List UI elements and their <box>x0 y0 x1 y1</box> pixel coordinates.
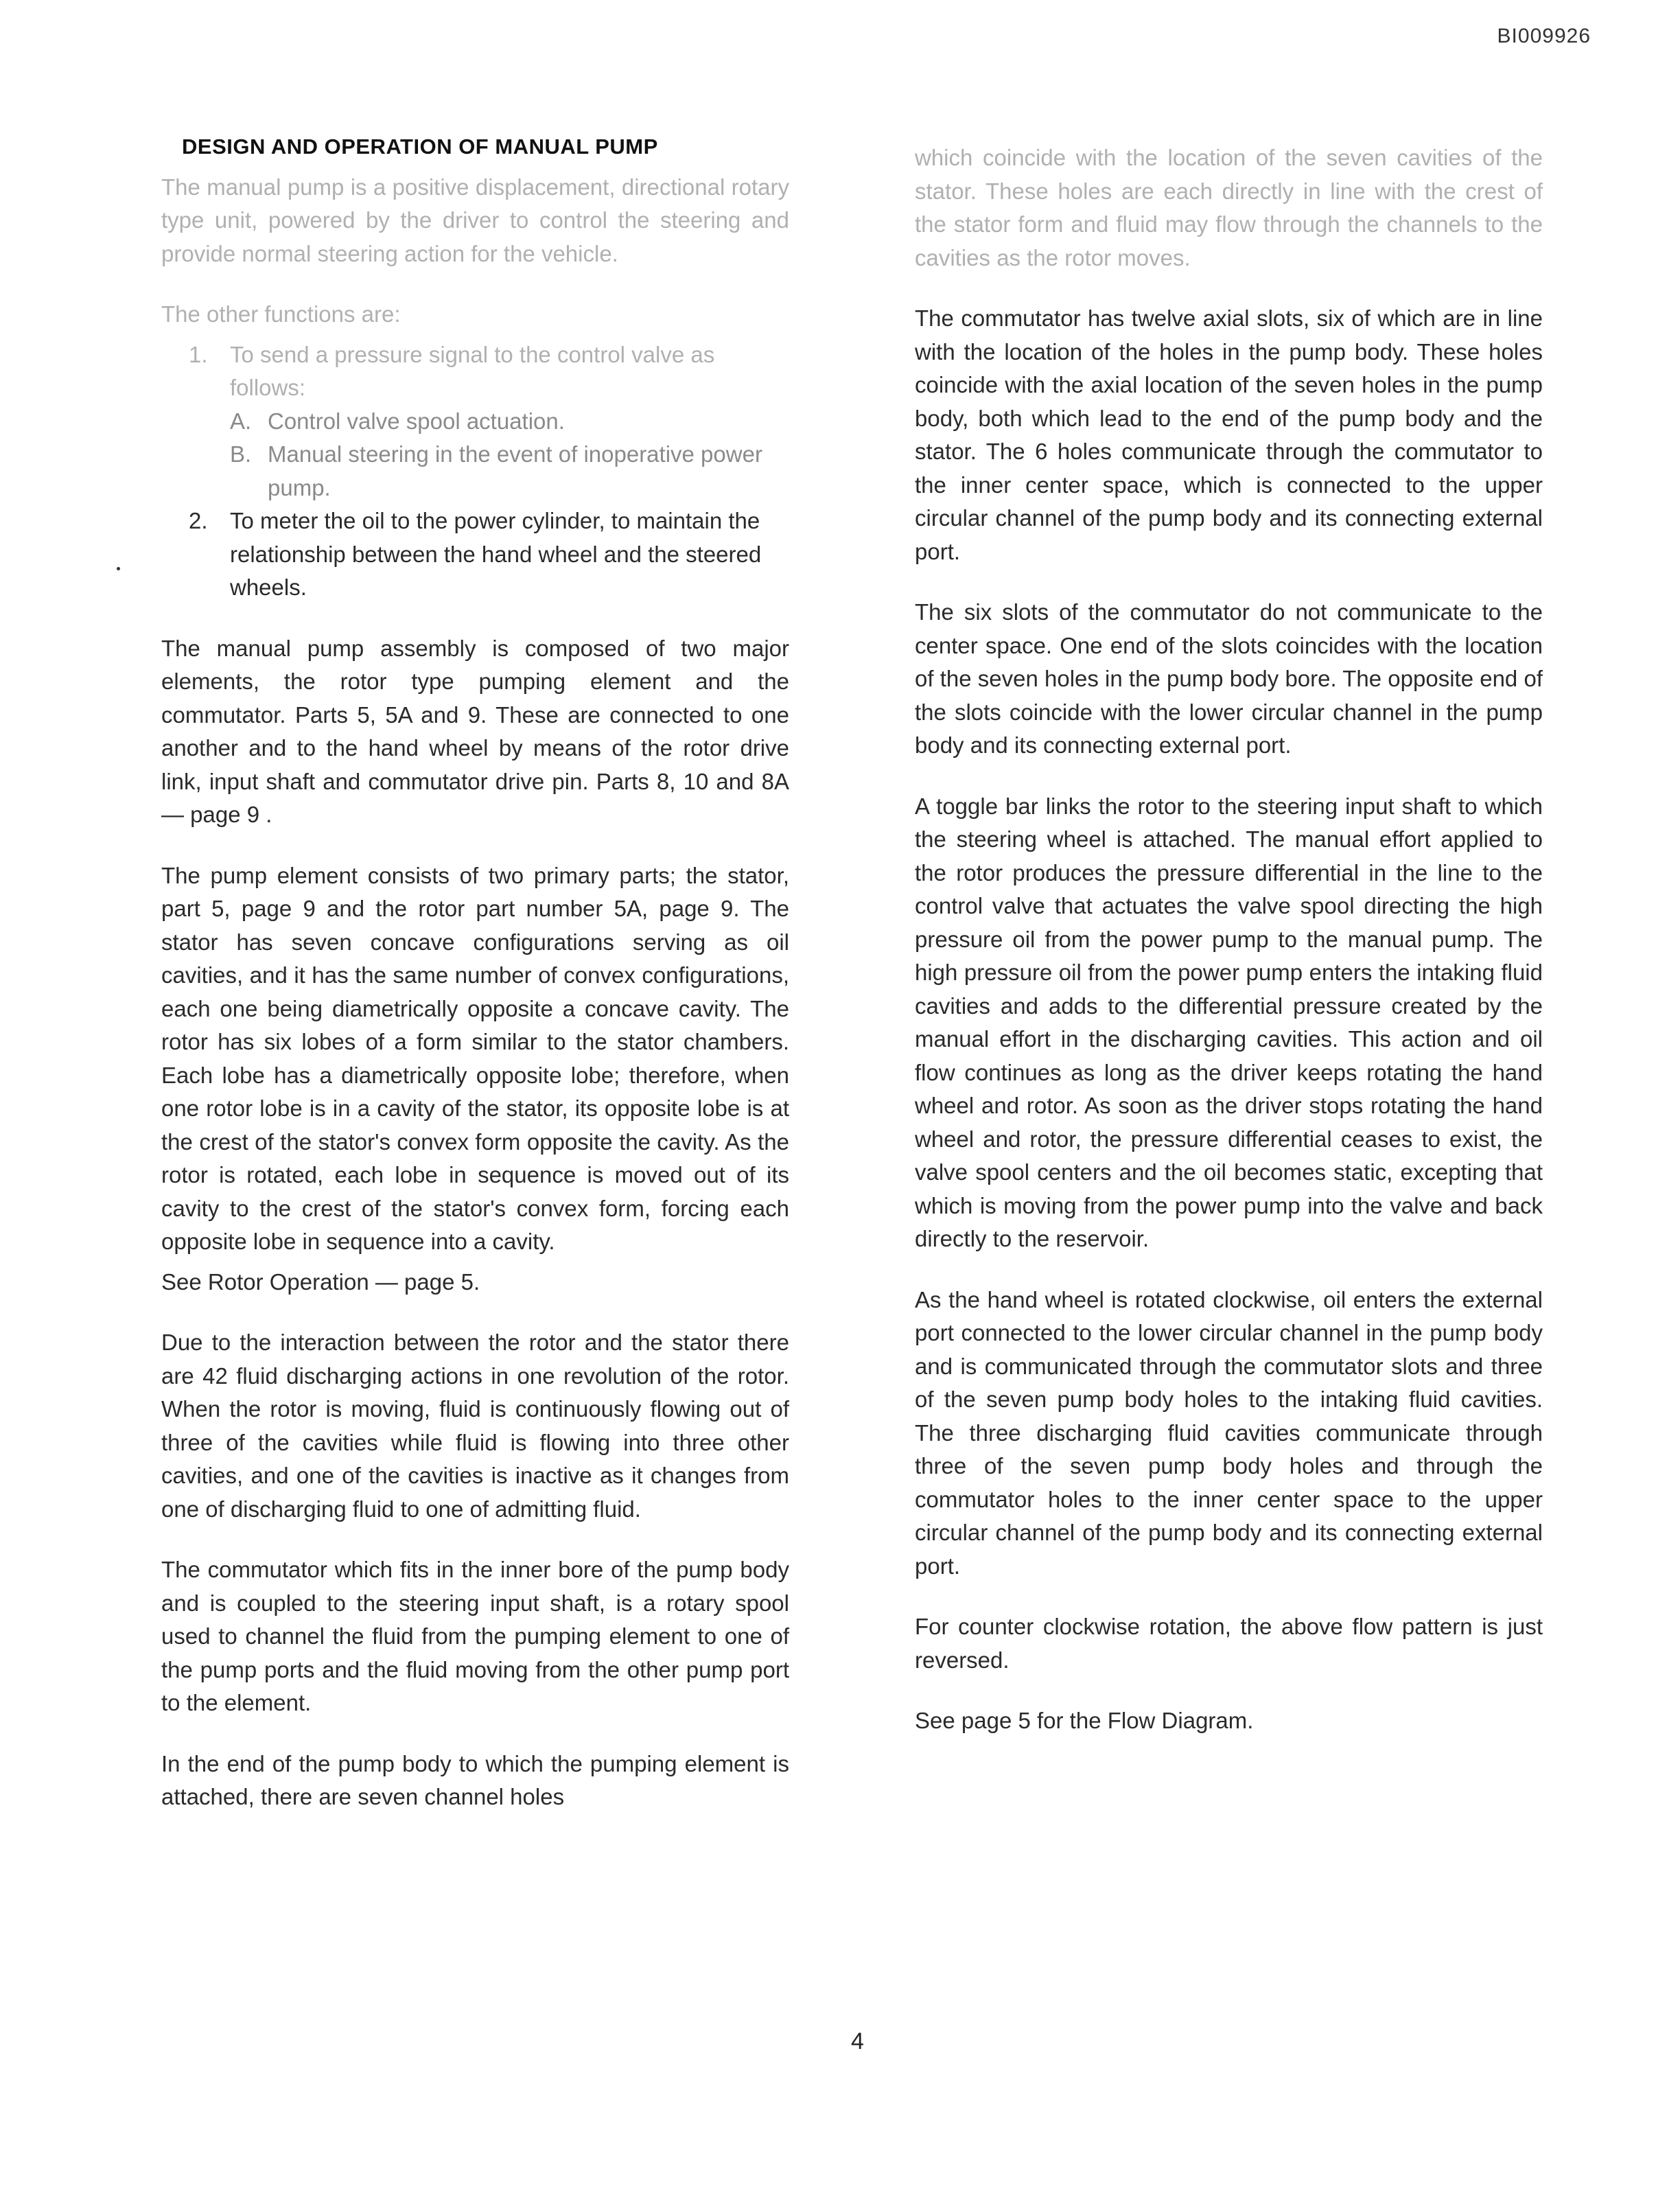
left-column <box>161 130 789 1842</box>
list-item <box>230 405 789 439</box>
see-rotor-operation: See Rotor Operation — page 5. <box>161 1268 480 1295</box>
paragraph-holes-coincide: which coincide with the location of the seven cavities of the stator. These holes are each directly in line with the crest of the stator form and fluid may flow through the channels to the cavities as the rotor moves. <box>915 145 1543 270</box>
sub-list <box>161 405 789 505</box>
paragraph-six-slots: The six slots of the commutator do not communicate to the center space. One end of the slots coincides with the location of the seven holes in the pump body bore. The opposite end of the slots coincide with the lower circular channel in the pump body and its connecting external port. <box>915 599 1543 758</box>
list-number: 1. <box>189 341 208 367</box>
list-text: To meter the oil to the power cylinder, to maintain the relationship between the hand wheel and the steered wheels. <box>230 508 762 600</box>
list-text: Control valve spool actuation. <box>268 408 565 434</box>
list-text: To send a pressure signal to the control valve as follows: <box>230 341 715 400</box>
list-number: A. <box>230 408 252 434</box>
paragraph-commutator: The commutator which fits in the inner bore of the pump body and is coupled to the steering input shaft, is a rotary spool used to channel the fluid from the pumping element to one of the pump ports and the fluid moving from the other pump port to the element. <box>161 1557 789 1715</box>
paragraph-assembly: The manual pump assembly is composed of two major elements, the rotor type pumping element and the commutator. Parts 5, 5A and 9. These are connected to one another and to the hand wheel by means of the rotor drive link, input shaft and commutator drive pin. Parts 8, 10 and 8A — page 9 . <box>161 635 789 827</box>
paragraph-pump-element: The pump element consists of two primary parts; the stator, part 5, page 9 and the rotor part number 5A, page 9. The stator has seven concave configurations serving as oil cavities, and it has the same number of convex configurations, each one being diametrically opposite a concave cavity. The rotor has six lobes of a form similar to the stator chambers. Each lobe has a diametrically opposite lobe; therefore, when one rotor lobe is in a cavity of the stator, its opposite lobe is at the crest of the stator's convex form opposite the cavity. As the rotor is rotated, each lobe in sequence is moved out of its cavity to the crest of the stator's convex form, forcing each opposite lobe in sequence into a cavity. <box>161 862 789 1254</box>
paragraph-channel-holes: In the end of the pump body to which the pumping element is attached, there are seven channel holes <box>161 1750 789 1809</box>
list-item <box>161 505 789 605</box>
paragraph-see-flow-diagram: See page 5 for the Flow Diagram. <box>915 1708 1254 1733</box>
paragraph-interaction: Due to the interaction between the rotor and the stator there are 42 fluid discharging actions in one revolution of the rotor. When the rotor is moving, fluid is continuously flowing out of three of the cavities while fluid is flowing into three other cavities, and one of the cavities is inactive as it changes from one of discharging fluid to one of admitting fluid. <box>161 1330 789 1522</box>
paragraph-commutator-slots: The commutator has twelve axial slots, six of which are in line with the location of the holes in the pump body. These holes coincide with the axial location of the seven holes in the pump body, both which lead to the end of the pump body and the stator. The 6 holes communicate through the commutator to the inner center space, which is connected to the upper circular channel of the pump body and its connecting external port. <box>915 305 1543 564</box>
functions-list <box>161 298 789 605</box>
intro-paragraph: The manual pump is a positive displacement, directional rotary type unit, powered by the driver to control the steering and provide normal steering action for the vehicle. <box>161 174 789 266</box>
page-number: 4 <box>851 2028 864 2054</box>
section-heading: DESIGN AND OPERATION OF MANUAL PUMP <box>182 135 658 159</box>
paragraph-counter-clockwise: For counter clockwise rotation, the above flow pattern is just reversed. <box>915 1614 1543 1673</box>
list-item <box>230 438 789 505</box>
paragraph-clockwise: As the hand wheel is rotated clockwise, oil enters the external port connected to the lower circular channel in the pump body and is communicated through the commutator slots and three of the seven pump body holes to the intaking fluid cavities. The three discharging fluid cavities communicate through three of the seven pump body holes and through the commutator holes to the inner center space to the upper circular channel of the pump body and its connecting external port. <box>915 1286 1543 1579</box>
document-id: BI009926 <box>1497 25 1591 47</box>
functions-lead: The other functions are: <box>161 301 401 327</box>
right-column <box>915 141 1543 1765</box>
list-number: 2. <box>189 508 208 533</box>
list-item <box>161 338 789 405</box>
paragraph-toggle-bar: A toggle bar links the rotor to the steering input shaft to which the steering wheel is attached. The manual effort applied to the rotor produces the pressure differential in the line to the control valve that actuates the valve spool directing the high pressure oil from the power pump to the manual pump. The high pressure oil from the power pump enters the intaking fluid cavities and adds to the differential pressure created by the manual effort in the discharging cavities. This action and oil flow continues as long as the driver keeps rotating the hand wheel and rotor. As soon as the driver stops rotating the hand wheel and rotor, the pressure differential ceases to exist, the valve spool centers and the oil becomes static, excepting that which is moving from the power pump into the valve and back directly to the reservoir. <box>915 793 1543 1251</box>
list-text: Manual steering in the event of inoperative power pump. <box>268 441 762 500</box>
list-number: B. <box>230 441 252 467</box>
scan-speck <box>117 567 120 570</box>
